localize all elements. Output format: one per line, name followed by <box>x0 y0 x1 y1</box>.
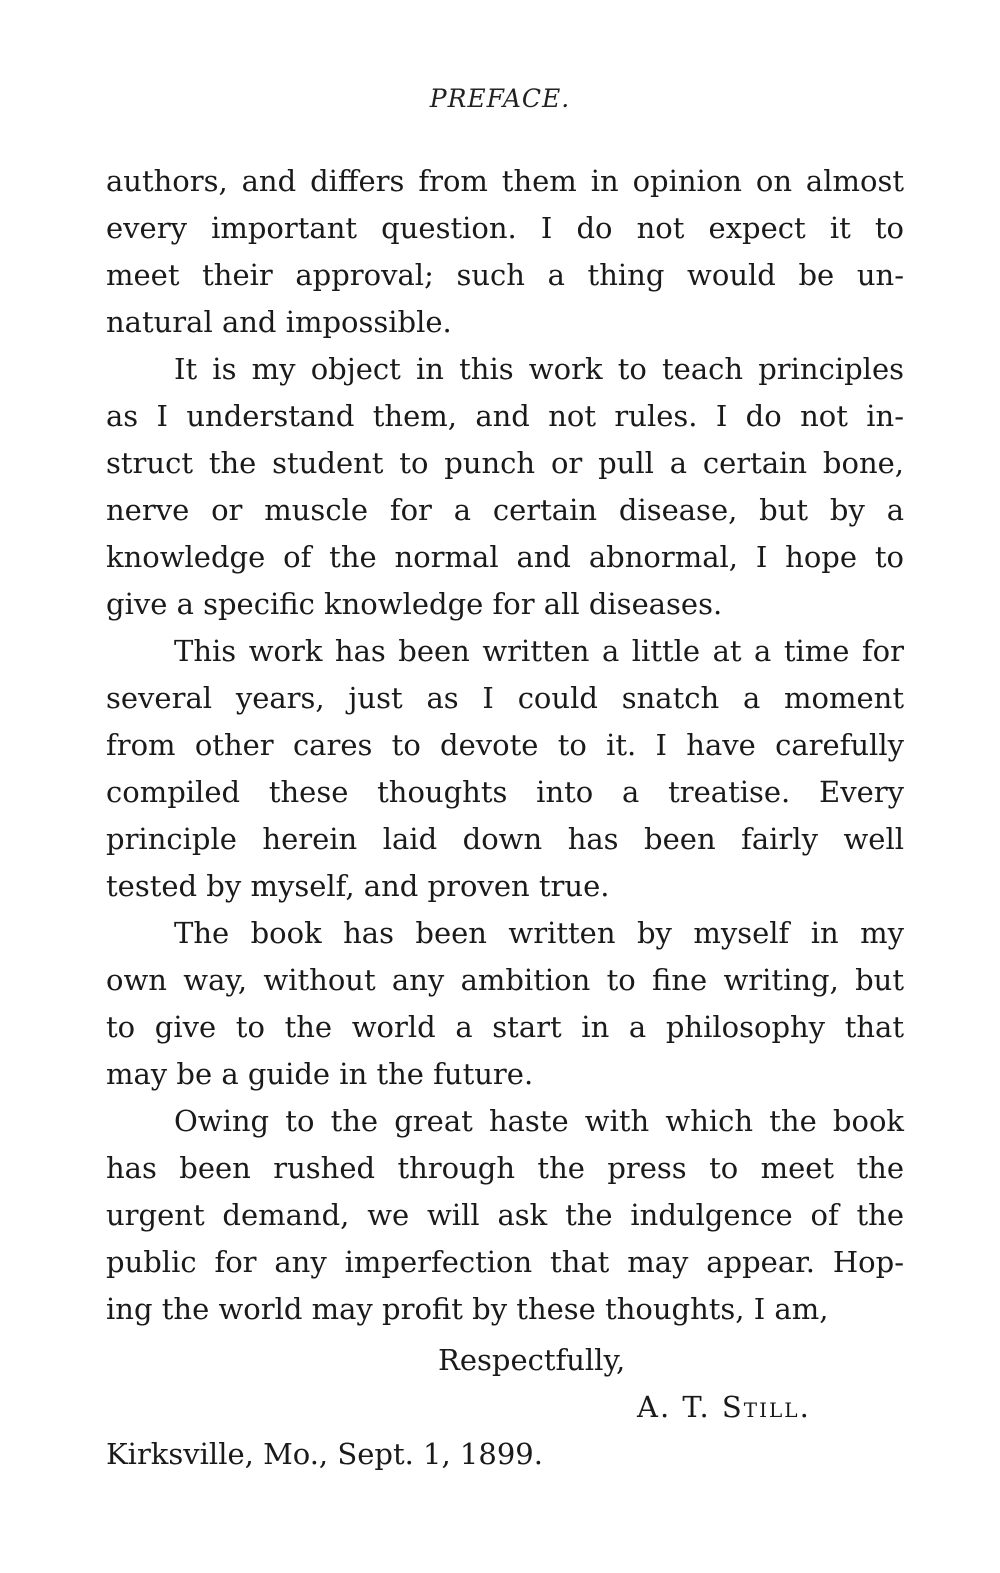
text-line: own way, without any ambition to fine writing, but <box>106 963 904 997</box>
text-line: struct the student to punch or pull a certain bone, <box>106 446 904 480</box>
text-line: public for any imperfection that may appear. Hop- <box>106 1245 904 1279</box>
text-line: may be a guide in the future. <box>106 1057 534 1091</box>
text-line: compiled these thoughts into a treatise. Every <box>106 775 904 809</box>
signature-surname: Still. <box>721 1390 811 1424</box>
preface-body <box>106 158 904 1333</box>
text-line: This work has been written a little at a time for <box>174 634 904 668</box>
signature-initials: A. T. <box>637 1390 722 1424</box>
text-line: meet their approval; such a thing would be un- <box>106 258 904 292</box>
text-line: every important question. I do not expect it to <box>106 211 904 245</box>
text-line: natural and impossible. <box>106 305 452 339</box>
text-line: principle herein laid down has been fairly well <box>106 822 904 856</box>
text-line: urgent demand, we will ask the indulgence of the <box>106 1198 904 1232</box>
author-signature <box>637 1384 811 1431</box>
text-line: several years, just as I could snatch a moment <box>106 681 904 715</box>
text-line: to give to the world a start in a philosophy that <box>106 1010 904 1044</box>
text-line: has been rushed through the press to meet the <box>106 1151 904 1185</box>
text-line: knowledge of the normal and abnormal, I hope to <box>106 540 904 574</box>
text-line: The book has been written by myself in my <box>174 916 904 950</box>
text-line: tested by myself, and proven true. <box>106 869 610 903</box>
text-line: It is my object in this work to teach principles <box>174 352 904 386</box>
closing-salutation: Respectfully, <box>438 1343 626 1377</box>
text-line: Owing to the great haste with which the book <box>174 1104 904 1138</box>
text-line: from other cares to devote to it. I have carefully <box>106 728 904 762</box>
text-line: give a specific knowledge for all diseases. <box>106 587 723 621</box>
text-line: as I understand them, and not rules. I do not in- <box>106 399 904 433</box>
running-header: PREFACE. <box>429 84 571 113</box>
place-and-date: Kirksville, Mo., Sept. 1, 1899. <box>106 1437 543 1471</box>
text-line: ing the world may profit by these thoughts, I am, <box>106 1292 829 1326</box>
text-line: nerve or muscle for a certain disease, but by a <box>106 493 904 527</box>
text-line: authors, and differs from them in opinion on almost <box>106 164 904 198</box>
